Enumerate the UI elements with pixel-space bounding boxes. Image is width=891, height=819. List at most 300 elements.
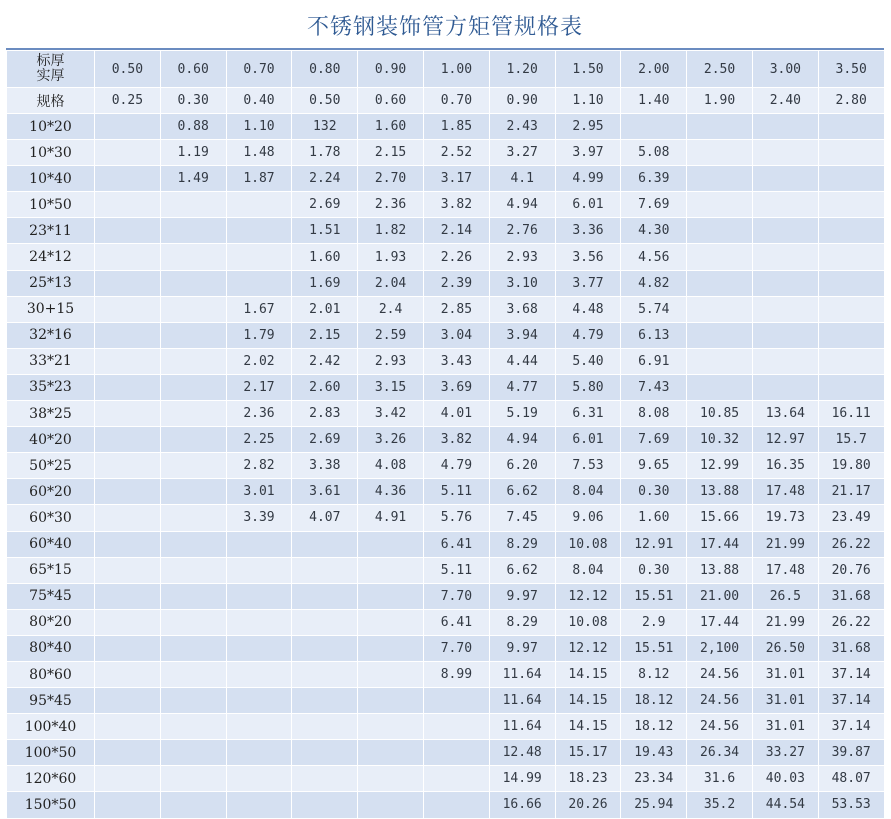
weight-cell — [95, 192, 161, 218]
weight-cell: 1.78 — [292, 140, 358, 166]
weight-cell — [226, 244, 292, 270]
spec-cell: 10*20 — [7, 114, 95, 140]
weight-cell: 9.97 — [489, 583, 555, 609]
weight-cell: 1.49 — [160, 166, 226, 192]
weight-cell — [292, 531, 358, 557]
weight-cell: 1.51 — [292, 218, 358, 244]
weight-cell: 31.68 — [818, 635, 884, 661]
weight-cell: 11.64 — [489, 688, 555, 714]
weight-cell: 4.79 — [423, 453, 489, 479]
weight-cell — [160, 401, 226, 427]
weight-cell: 4.36 — [358, 479, 424, 505]
weight-cell — [358, 688, 424, 714]
nominal-thickness-cell: 2.50 — [687, 51, 753, 88]
weight-cell: 37.14 — [818, 688, 884, 714]
weight-cell: 39.87 — [818, 740, 884, 766]
weight-cell: 11.64 — [489, 661, 555, 687]
weight-cell: 1.67 — [226, 296, 292, 322]
weight-cell: 6.13 — [621, 322, 687, 348]
weight-cell — [95, 114, 161, 140]
weight-cell: 2.95 — [555, 114, 621, 140]
actual-thickness-cell: 0.60 — [358, 88, 424, 114]
weight-cell: 23.34 — [621, 766, 687, 792]
table-row — [7, 322, 885, 348]
table-row — [7, 583, 885, 609]
spec-cell: 40*20 — [7, 427, 95, 453]
weight-cell — [226, 557, 292, 583]
weight-cell — [95, 140, 161, 166]
weight-cell — [160, 635, 226, 661]
weight-cell: 13.88 — [687, 479, 753, 505]
table-row — [7, 218, 885, 244]
weight-cell: 26.22 — [818, 609, 884, 635]
page-title: 不锈钢装饰管方矩管规格表 — [6, 8, 884, 50]
weight-cell: 9.06 — [555, 505, 621, 531]
weight-cell: 13.64 — [752, 401, 818, 427]
spec-cell: 32*16 — [7, 322, 95, 348]
weight-cell — [752, 296, 818, 322]
weight-cell: 16.11 — [818, 401, 884, 427]
table-row — [7, 453, 885, 479]
weight-cell: 5.74 — [621, 296, 687, 322]
weight-cell: 24.56 — [687, 688, 753, 714]
weight-cell — [358, 531, 424, 557]
actual-thickness-cell: 1.90 — [687, 88, 753, 114]
weight-cell: 1.60 — [358, 114, 424, 140]
weight-cell — [687, 140, 753, 166]
nominal-thickness-cell: 2.00 — [621, 51, 687, 88]
spec-cell: 38*25 — [7, 401, 95, 427]
weight-cell: 31.6 — [687, 766, 753, 792]
weight-cell: 6.41 — [423, 609, 489, 635]
table-row — [7, 114, 885, 140]
weight-cell — [160, 374, 226, 400]
weight-cell — [423, 766, 489, 792]
spec-cell: 35*23 — [7, 374, 95, 400]
table-row — [7, 244, 885, 270]
nominal-thickness-cell: 0.70 — [226, 51, 292, 88]
table-row — [7, 479, 885, 505]
weight-cell: 6.01 — [555, 427, 621, 453]
table-row — [7, 401, 885, 427]
weight-cell: 3.10 — [489, 270, 555, 296]
nominal-thickness-cell: 0.90 — [358, 51, 424, 88]
weight-cell — [687, 374, 753, 400]
weight-cell: 1.69 — [292, 270, 358, 296]
weight-cell: 35.2 — [687, 792, 753, 818]
weight-cell: 53.53 — [818, 792, 884, 818]
weight-cell: 2.43 — [489, 114, 555, 140]
weight-cell — [687, 166, 753, 192]
weight-cell: 3.01 — [226, 479, 292, 505]
weight-cell: 0.30 — [621, 479, 687, 505]
actual-thickness-cell: 1.10 — [555, 88, 621, 114]
weight-cell: 15.7 — [818, 427, 884, 453]
table-row — [7, 270, 885, 296]
weight-cell: 31.01 — [752, 688, 818, 714]
weight-cell: 2.36 — [226, 401, 292, 427]
weight-cell — [160, 714, 226, 740]
spec-label: 规格 — [7, 88, 95, 114]
weight-cell — [160, 792, 226, 818]
weight-cell: 3.69 — [423, 374, 489, 400]
weight-cell: 24.56 — [687, 661, 753, 687]
weight-cell: 18.12 — [621, 688, 687, 714]
actual-thickness-cell: 0.40 — [226, 88, 292, 114]
weight-cell — [292, 766, 358, 792]
weight-cell — [95, 427, 161, 453]
weight-cell: 16.66 — [489, 792, 555, 818]
weight-cell — [160, 244, 226, 270]
weight-cell: 4.56 — [621, 244, 687, 270]
weight-cell: 2.93 — [489, 244, 555, 270]
table-row — [7, 766, 885, 792]
weight-cell — [818, 114, 884, 140]
weight-cell: 21.00 — [687, 583, 753, 609]
weight-cell — [160, 479, 226, 505]
spec-cell: 80*40 — [7, 635, 95, 661]
nominal-label: 标厚 — [36, 53, 65, 69]
weight-cell — [687, 322, 753, 348]
weight-cell — [358, 740, 424, 766]
weight-cell — [358, 557, 424, 583]
weight-cell: 17.44 — [687, 531, 753, 557]
weight-cell: 10.32 — [687, 427, 753, 453]
weight-cell: 2.83 — [292, 401, 358, 427]
weight-cell — [818, 270, 884, 296]
table-row — [7, 661, 885, 687]
weight-cell: 2.70 — [358, 166, 424, 192]
weight-cell — [292, 740, 358, 766]
weight-cell — [95, 557, 161, 583]
weight-cell: 4.99 — [555, 166, 621, 192]
weight-cell — [818, 218, 884, 244]
weight-cell: 9.97 — [489, 635, 555, 661]
weight-cell: 3.94 — [489, 322, 555, 348]
weight-cell — [687, 218, 753, 244]
weight-cell: 1.19 — [160, 140, 226, 166]
weight-cell: 2.15 — [358, 140, 424, 166]
weight-cell — [160, 661, 226, 687]
weight-cell: 4.01 — [423, 401, 489, 427]
actual-thickness-cell: 0.30 — [160, 88, 226, 114]
weight-cell — [226, 661, 292, 687]
weight-cell — [226, 609, 292, 635]
spec-cell: 100*50 — [7, 740, 95, 766]
weight-cell — [423, 688, 489, 714]
weight-cell — [95, 635, 161, 661]
weight-cell — [752, 218, 818, 244]
weight-cell — [226, 270, 292, 296]
weight-cell — [160, 740, 226, 766]
weight-cell: 7.70 — [423, 583, 489, 609]
weight-cell — [160, 766, 226, 792]
weight-cell: 7.43 — [621, 374, 687, 400]
weight-cell: 5.08 — [621, 140, 687, 166]
weight-cell — [160, 427, 226, 453]
table-row — [7, 166, 885, 192]
weight-cell: 15.66 — [687, 505, 753, 531]
weight-cell — [818, 374, 884, 400]
weight-cell: 19.73 — [752, 505, 818, 531]
nominal-thickness-cell: 1.20 — [489, 51, 555, 88]
weight-cell: 26.34 — [687, 740, 753, 766]
weight-cell — [292, 557, 358, 583]
weight-cell — [95, 766, 161, 792]
weight-cell — [292, 792, 358, 818]
weight-cell: 4.1 — [489, 166, 555, 192]
weight-cell: 0.30 — [621, 557, 687, 583]
spec-sheet — [6, 8, 884, 813]
weight-cell — [95, 609, 161, 635]
weight-cell — [160, 505, 226, 531]
weight-cell: 1.60 — [621, 505, 687, 531]
weight-cell: 2.52 — [423, 140, 489, 166]
nominal-thickness-cell: 3.00 — [752, 51, 818, 88]
weight-cell — [752, 166, 818, 192]
weight-cell: 18.12 — [621, 714, 687, 740]
weight-cell: 26.5 — [752, 583, 818, 609]
weight-cell — [752, 114, 818, 140]
weight-cell — [358, 792, 424, 818]
weight-cell: 7.69 — [621, 427, 687, 453]
weight-cell: 2.59 — [358, 322, 424, 348]
weight-cell: 15.17 — [555, 740, 621, 766]
weight-cell — [752, 192, 818, 218]
spec-cell: 10*30 — [7, 140, 95, 166]
weight-cell — [226, 192, 292, 218]
weight-cell: 2.17 — [226, 374, 292, 400]
weight-cell: 8.08 — [621, 401, 687, 427]
weight-cell: 2.82 — [226, 453, 292, 479]
weight-cell: 5.19 — [489, 401, 555, 427]
weight-cell — [752, 322, 818, 348]
weight-cell: 33.27 — [752, 740, 818, 766]
weight-cell: 5.76 — [423, 505, 489, 531]
weight-cell: 3.97 — [555, 140, 621, 166]
nominal-thickness-cell: 0.80 — [292, 51, 358, 88]
weight-cell: 11.64 — [489, 714, 555, 740]
weight-cell: 3.82 — [423, 192, 489, 218]
spec-cell: 25*13 — [7, 270, 95, 296]
table-row — [7, 792, 885, 818]
spec-cell: 10*40 — [7, 166, 95, 192]
weight-cell — [95, 401, 161, 427]
weight-cell: 20.26 — [555, 792, 621, 818]
weight-cell: 19.80 — [818, 453, 884, 479]
weight-cell: 4.77 — [489, 374, 555, 400]
weight-cell: 8.99 — [423, 661, 489, 687]
weight-cell: 3.04 — [423, 322, 489, 348]
spec-cell: 80*60 — [7, 661, 95, 687]
table-row — [7, 714, 885, 740]
weight-cell: 5.40 — [555, 348, 621, 374]
weight-cell: 3.43 — [423, 348, 489, 374]
weight-cell: 12.97 — [752, 427, 818, 453]
weight-cell — [818, 192, 884, 218]
weight-cell — [95, 688, 161, 714]
weight-cell: 3.27 — [489, 140, 555, 166]
table-row — [7, 531, 885, 557]
weight-cell: 4.91 — [358, 505, 424, 531]
table-row — [7, 427, 885, 453]
weight-cell: 4.79 — [555, 322, 621, 348]
weight-cell: 7.70 — [423, 635, 489, 661]
weight-cell — [95, 505, 161, 531]
spec-cell: 75*45 — [7, 583, 95, 609]
table-row — [7, 740, 885, 766]
weight-cell: 37.14 — [818, 714, 884, 740]
weight-cell: 0.88 — [160, 114, 226, 140]
weight-cell — [292, 609, 358, 635]
weight-cell — [621, 114, 687, 140]
weight-cell — [226, 714, 292, 740]
weight-cell: 14.15 — [555, 661, 621, 687]
weight-cell: 8.29 — [489, 531, 555, 557]
weight-cell: 2.26 — [423, 244, 489, 270]
weight-cell: 1.87 — [226, 166, 292, 192]
weight-cell: 5.11 — [423, 479, 489, 505]
table-row — [7, 609, 885, 635]
weight-cell — [95, 244, 161, 270]
weight-cell: 10.85 — [687, 401, 753, 427]
weight-cell: 7.53 — [555, 453, 621, 479]
weight-cell: 2.42 — [292, 348, 358, 374]
actual-label: 实厚 — [36, 68, 65, 84]
weight-cell: 3.39 — [226, 505, 292, 531]
weight-cell: 2,100 — [687, 635, 753, 661]
weight-cell — [687, 192, 753, 218]
weight-cell — [423, 792, 489, 818]
weight-cell: 2.9 — [621, 609, 687, 635]
nominal-thickness-cell: 1.00 — [423, 51, 489, 88]
spec-cell: 120*60 — [7, 766, 95, 792]
weight-cell: 8.29 — [489, 609, 555, 635]
table-row — [7, 140, 885, 166]
weight-cell: 3.77 — [555, 270, 621, 296]
weight-cell: 12.12 — [555, 583, 621, 609]
weight-cell — [818, 296, 884, 322]
weight-cell — [160, 609, 226, 635]
spec-cell: 60*40 — [7, 531, 95, 557]
weight-cell — [752, 244, 818, 270]
weight-cell — [95, 583, 161, 609]
weight-cell: 6.39 — [621, 166, 687, 192]
weight-cell — [160, 557, 226, 583]
weight-cell: 2.60 — [292, 374, 358, 400]
actual-thickness-cell: 2.80 — [818, 88, 884, 114]
weight-cell — [292, 714, 358, 740]
nominal-thickness-row — [7, 51, 885, 88]
weight-cell: 21.99 — [752, 609, 818, 635]
weight-cell: 2.15 — [292, 322, 358, 348]
weight-cell: 31.01 — [752, 714, 818, 740]
spec-cell: 33*21 — [7, 348, 95, 374]
weight-cell: 21.99 — [752, 531, 818, 557]
weight-cell — [95, 348, 161, 374]
weight-cell: 14.99 — [489, 766, 555, 792]
weight-cell — [160, 296, 226, 322]
weight-cell — [687, 270, 753, 296]
weight-cell — [818, 166, 884, 192]
weight-cell: 15.51 — [621, 583, 687, 609]
weight-cell: 3.68 — [489, 296, 555, 322]
weight-cell — [226, 688, 292, 714]
weight-cell: 1.93 — [358, 244, 424, 270]
weight-cell: 5.80 — [555, 374, 621, 400]
weight-cell: 4.08 — [358, 453, 424, 479]
weight-cell: 6.62 — [489, 557, 555, 583]
actual-thickness-cell: 0.25 — [95, 88, 161, 114]
weight-cell — [95, 531, 161, 557]
weight-cell: 1.60 — [292, 244, 358, 270]
weight-cell: 2.01 — [292, 296, 358, 322]
weight-cell — [226, 583, 292, 609]
weight-cell — [358, 714, 424, 740]
weight-cell — [752, 140, 818, 166]
weight-cell: 3.61 — [292, 479, 358, 505]
weight-cell — [818, 140, 884, 166]
weight-cell: 23.49 — [818, 505, 884, 531]
weight-cell: 44.54 — [752, 792, 818, 818]
spec-cell: 60*20 — [7, 479, 95, 505]
weight-cell: 12.91 — [621, 531, 687, 557]
weight-cell: 3.36 — [555, 218, 621, 244]
weight-cell — [95, 453, 161, 479]
weight-cell: 8.04 — [555, 557, 621, 583]
weight-cell — [95, 714, 161, 740]
spec-cell: 10*50 — [7, 192, 95, 218]
nominal-thickness-cell: 1.50 — [555, 51, 621, 88]
weight-cell: 2.25 — [226, 427, 292, 453]
weight-cell — [423, 714, 489, 740]
weight-cell: 1.79 — [226, 322, 292, 348]
nominal-thickness-cell: 0.60 — [160, 51, 226, 88]
weight-cell: 6.41 — [423, 531, 489, 557]
weight-cell: 3.56 — [555, 244, 621, 270]
weight-cell: 26.22 — [818, 531, 884, 557]
weight-cell — [818, 322, 884, 348]
weight-cell: 26.50 — [752, 635, 818, 661]
weight-cell — [226, 740, 292, 766]
table-row — [7, 557, 885, 583]
weight-cell: 4.07 — [292, 505, 358, 531]
weight-cell: 8.12 — [621, 661, 687, 687]
weight-cell: 18.23 — [555, 766, 621, 792]
actual-thickness-row — [7, 88, 885, 114]
weight-cell — [292, 635, 358, 661]
weight-cell: 20.76 — [818, 557, 884, 583]
weight-cell: 14.15 — [555, 688, 621, 714]
table-row — [7, 296, 885, 322]
nominal-thickness-cell: 3.50 — [818, 51, 884, 88]
table-body — [7, 51, 885, 819]
weight-cell: 1.10 — [226, 114, 292, 140]
weight-cell: 37.14 — [818, 661, 884, 687]
weight-cell: 12.48 — [489, 740, 555, 766]
spec-cell: 50*25 — [7, 453, 95, 479]
table-row — [7, 192, 885, 218]
weight-cell — [687, 296, 753, 322]
weight-cell — [160, 583, 226, 609]
weight-cell — [95, 270, 161, 296]
weight-cell: 2.36 — [358, 192, 424, 218]
weight-cell: 2.93 — [358, 348, 424, 374]
weight-cell — [358, 661, 424, 687]
table-row — [7, 348, 885, 374]
weight-cell — [160, 688, 226, 714]
weight-cell: 17.48 — [752, 557, 818, 583]
